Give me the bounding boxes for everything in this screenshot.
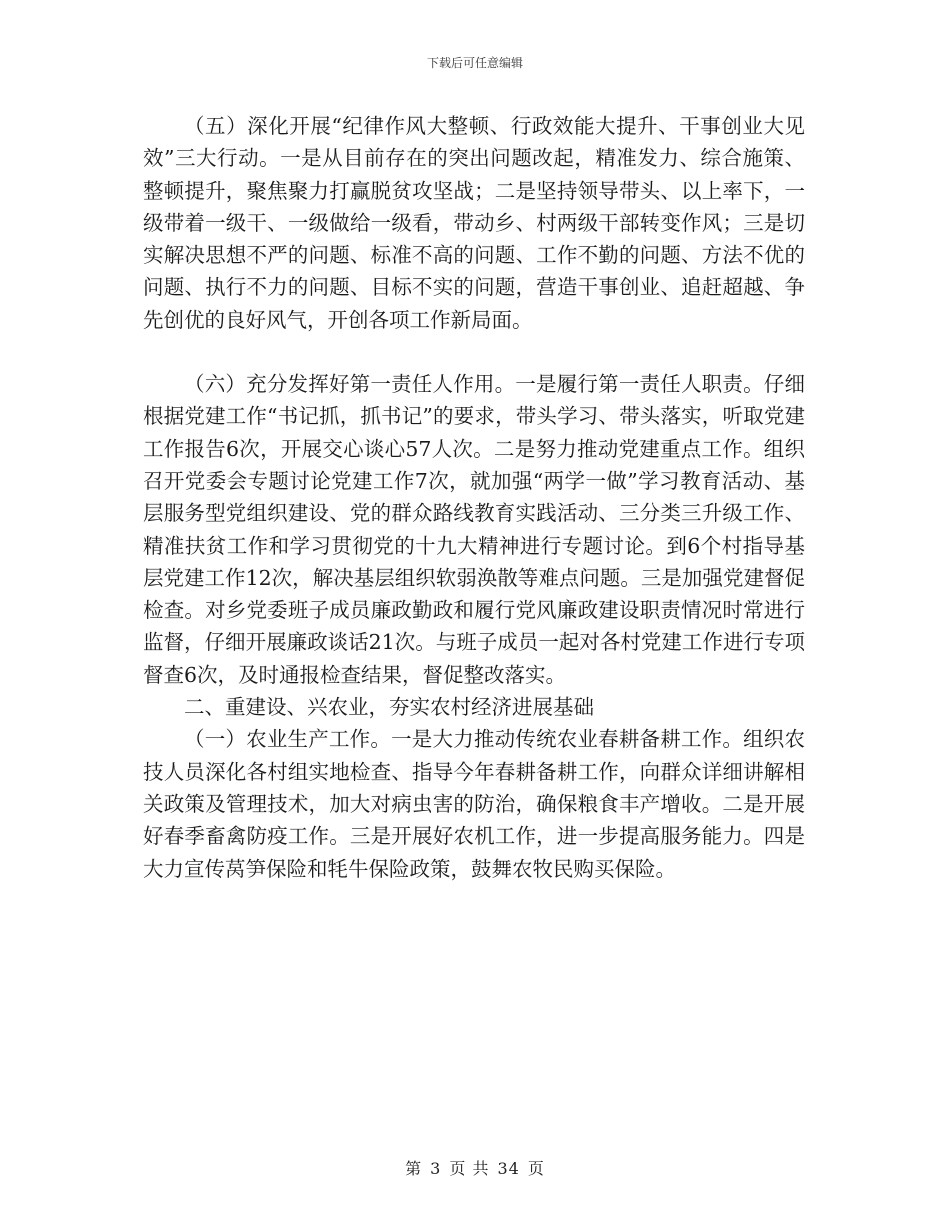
footer-suffix: 页 [527,1159,545,1178]
header-note: 下载后可任意编辑 [426,56,523,70]
page-footer [0,1156,950,1179]
paragraph-5: （五）深化开展“纪律作风大整顿、行政效能大提升、干事创业大见效”三大行动。一是从目前存在的突出问题改起，精准发力、综合施策、整顿提升，聚焦聚力打赢脱贫攻坚战；二是坚持领导带头、以上率下，一级带着一级干、一级做给一级看，带动乡、村两级干部转变作风；三是切实解决思想不严的问题、标准不高的问题、工作不勤的问题、方法不优的问题、执行不力的问题、目标不实的问题，营造干事创业、追赶超越、争先创优的良好风气，开创各项工作新局面。 [143,114,805,332]
paragraph-6: （六）充分发挥好第一责任人作用。一是履行第一责任人职责。仔细根据党建工作“书记抓，抓书记”的要求，带头学习、带头落实，听取党建工作报告6次，开展交心谈心57人次。二是努力推动党建重点工作。组织召开党委会专题讨论党建工作7次，就加强“两学一做”学习教育活动、基层服务型党组织建设、党的群众路线教育实践活动、三分类三升级工作、精准扶贫工作和学习贯彻党的十九大精神进行专题讨论。到6个村指导基层党建工作12次，解决基层组织软弱涣散等难点问题。三是加强党建督促检查。对乡党委班子成员廉政勤政和履行党风廉政建设职责情况时常进行监督，仔细开展廉政谈话21次。与班子成员一起对各村党建工作进行专项督查6次，及时通报检查结果，督促整改落实。 [143,372,805,687]
current-page-number: 3 [430,1159,442,1178]
total-pages-number: 34 [497,1159,520,1178]
document-body [143,110,805,885]
paragraph-agri: （一）农业生产工作。一是大力推动传统农业春耕备耕工作。组织农技人员深化各村组实地检查、指导今年春耕备耕工作，向群众详细讲解相关政策及管理技术，加大对病虫害的防治，确保粮食丰产增收。二是开展好春季畜禽防疫工作。三是开展好农机工作，进一步提高服务能力。四是大力宣传莴笋保险和牦牛保险政策，鼓舞农牧民购买保险。 [143,727,805,881]
footer-middle: 页 共 [449,1159,490,1178]
section-heading: 二、重建设、兴农业，夯实农村经济进展基础 [184,695,594,720]
paragraph-gap [143,336,805,368]
footer-prefix: 第 [405,1159,423,1178]
